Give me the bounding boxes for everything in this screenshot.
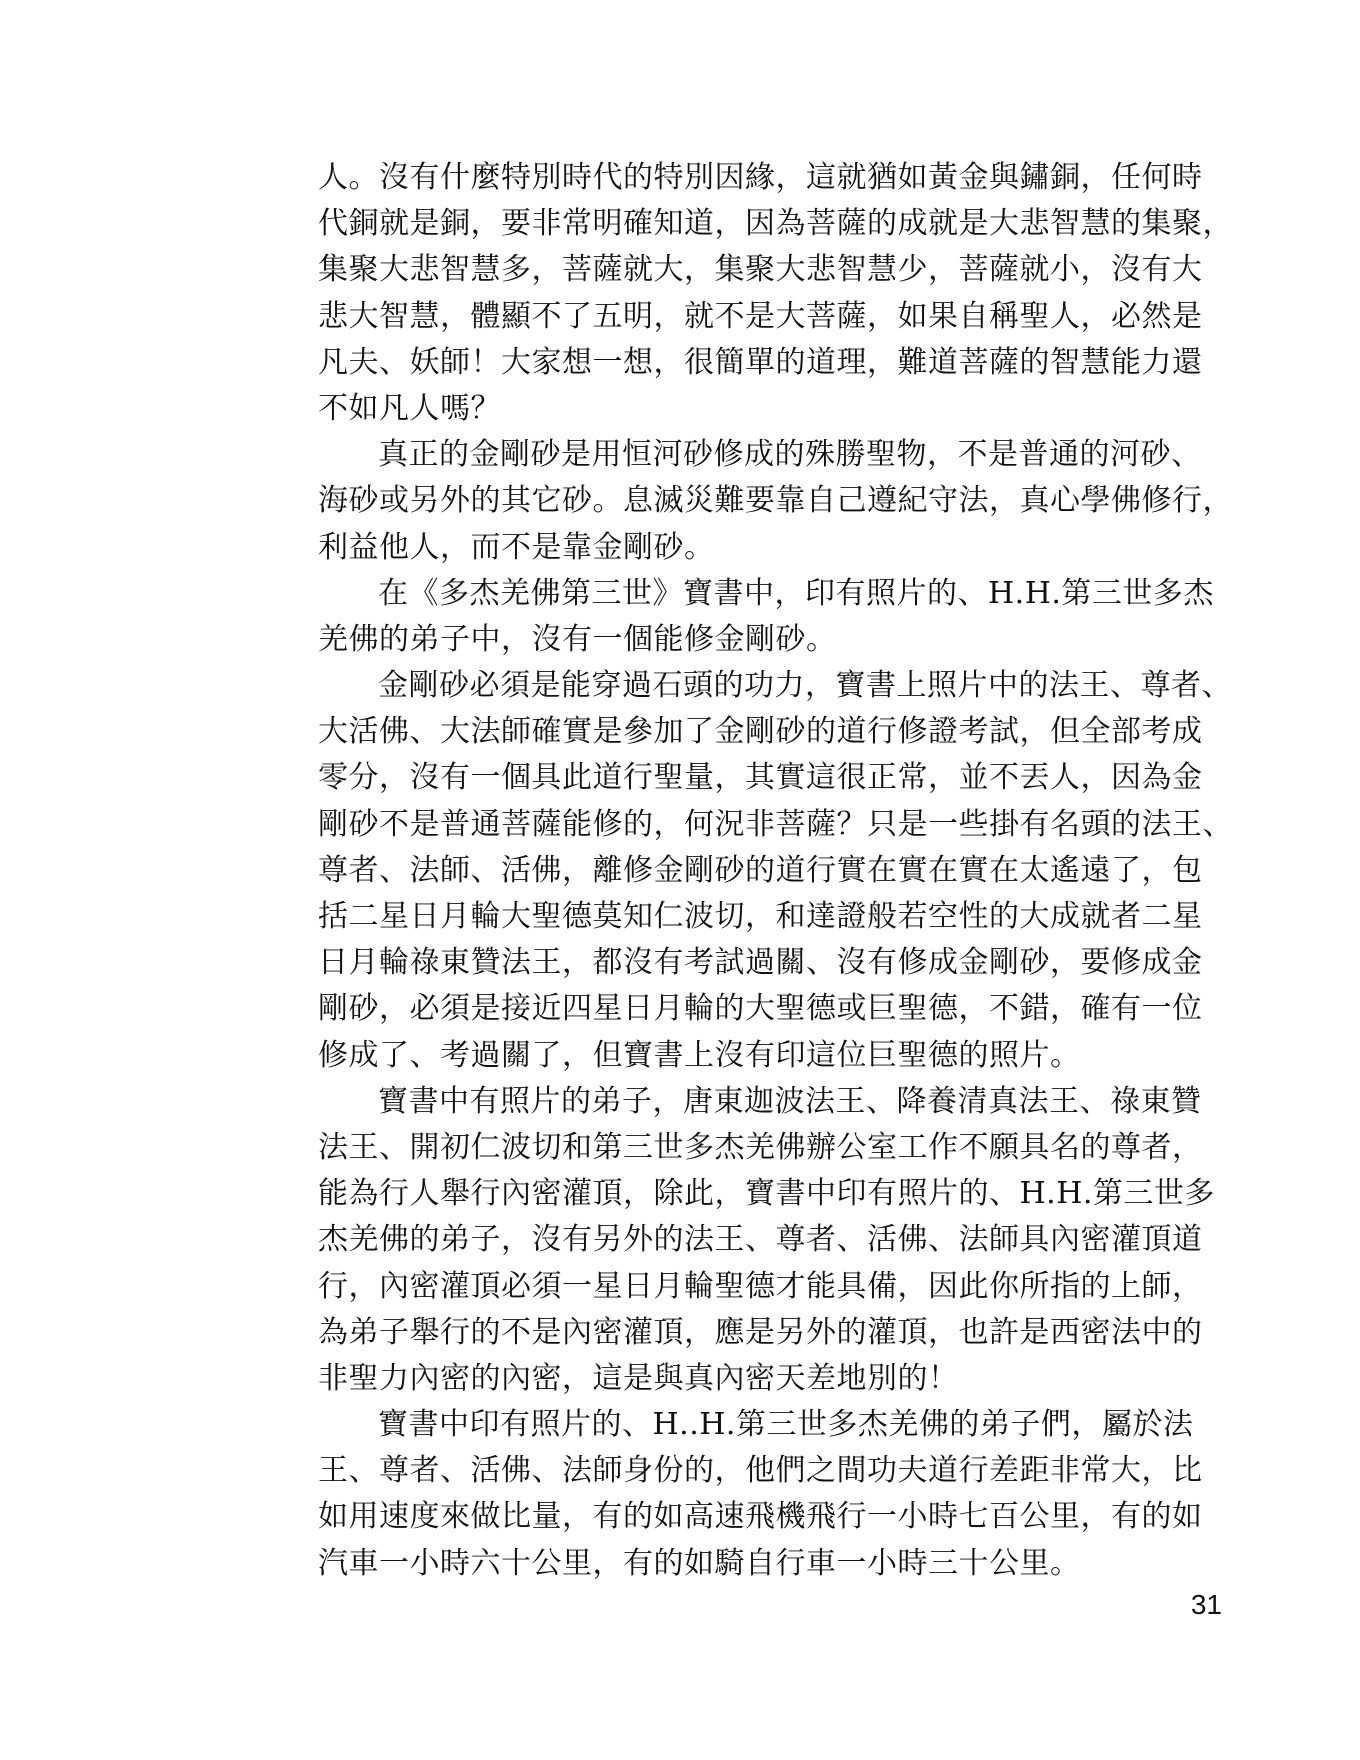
text-line: 海砂或另外的其它砂。息滅災難要靠自己遵紀守法，真心學佛修行， bbox=[318, 483, 1233, 519]
text-line: 利益他人，而不是靠金剛砂。 bbox=[318, 529, 715, 565]
text-line: 能為行人舉行內密灌頂，除此，寶書中印有照片的、H.H.第三世多 bbox=[318, 1176, 1215, 1212]
text-line: 杰羌佛的弟子，沒有另外的法王、尊者、活佛、法師具內密灌頂道 bbox=[318, 1222, 1203, 1258]
text-line: 大活佛、大法師確實是參加了金剛砂的道行修證考試，但全部考成 bbox=[318, 714, 1203, 750]
paragraph-first-line: 真正的金剛砂是用恒河砂修成的殊勝聖物，不是普通的河砂、 bbox=[378, 437, 1202, 473]
text-line: 悲大智慧，體顯不了五明，就不是大菩薩，如果自稱聖人，必然是 bbox=[318, 298, 1203, 334]
paragraph-first-line: 寶書中印有照片的、H..H.第三世多杰羌佛的弟子們，屬於法 bbox=[378, 1407, 1194, 1443]
text-line: 剛砂，必須是接近四星日月輪的大聖德或巨聖德，不錯，確有一位 bbox=[318, 991, 1203, 1027]
paragraph-first-line: 金剛砂必須是能穿過石頭的功力，寶書上照片中的法王、尊者、 bbox=[378, 668, 1232, 704]
text-line: 日月輪祿東贊法王，都沒有考試過關、沒有修成金剛砂，要修成金 bbox=[318, 945, 1203, 981]
text-line: 零分，沒有一個具此道行聖量，其實這很正常，並不丟人，因為金 bbox=[318, 760, 1203, 796]
text-line: 羌佛的弟子中，沒有一個能修金剛砂。 bbox=[318, 621, 837, 657]
text-line: 修成了、考過關了，但寶書上沒有印這位巨聖德的照片。 bbox=[318, 1037, 1081, 1073]
body-text bbox=[318, 155, 1238, 1587]
text-line: 括二星日月輪大聖德莫知仁波切，和達證般若空性的大成就者二星 bbox=[318, 899, 1203, 934]
paragraph-first-line: 寶書中有照片的弟子，唐東迦波法王、降養清真法王、祿東贊 bbox=[378, 1083, 1202, 1119]
text-line: 為弟子舉行的不是內密灌頂，應是另外的灌頂，也許是西密法中的 bbox=[318, 1314, 1203, 1350]
page-number: 31 bbox=[1190, 1589, 1222, 1620]
text-line: 集聚大悲智慧多，菩薩就大，集聚大悲智慧少，菩薩就小，沒有大 bbox=[318, 252, 1203, 288]
text-line: 代銅就是銅，要非常明確知道，因為菩薩的成就是大悲智慧的集聚， bbox=[318, 206, 1233, 242]
text-line: 王、尊者、活佛、法師身份的，他們之間功夫道行差距非常大，比 bbox=[318, 1453, 1203, 1489]
text-line: 人。沒有什麼特別時代的特別因緣，這就猶如黃金與鏽銅，任何時 bbox=[318, 160, 1203, 195]
text-line: 法王、開初仁波切和第三世多杰羌佛辦公室工作不願具名的尊者， bbox=[318, 1129, 1203, 1165]
text-line: 凡夫、妖師！大家想一想，很簡單的道理，難道菩薩的智慧能力還 bbox=[318, 344, 1203, 380]
paragraph-first-line: 在《多杰羌佛第三世》寶書中，印有照片的、H.H.第三世多杰 bbox=[378, 575, 1214, 611]
text-line: 行，內密灌頂必須一星日月輪聖德才能具備，因此你所指的上師， bbox=[318, 1268, 1203, 1304]
text-line: 非聖力內密的內密，這是與真內密天差地別的！ bbox=[318, 1360, 959, 1396]
text-line: 汽車一小時六十公里，有的如騎自行車一小時三十公里。 bbox=[318, 1545, 1081, 1581]
text-line: 不如凡人嗎？ bbox=[318, 390, 501, 426]
text-line: 如用速度來做比量，有的如高速飛機飛行一小時七百公里，有的如 bbox=[318, 1499, 1203, 1535]
text-line: 尊者、法師、活佛，離修金剛砂的道行實在實在實在太遙遠了，包 bbox=[318, 852, 1203, 888]
text-line: 剛砂不是普通菩薩能修的，何況非菩薩？只是一些掛有名頭的法王、 bbox=[318, 806, 1233, 842]
